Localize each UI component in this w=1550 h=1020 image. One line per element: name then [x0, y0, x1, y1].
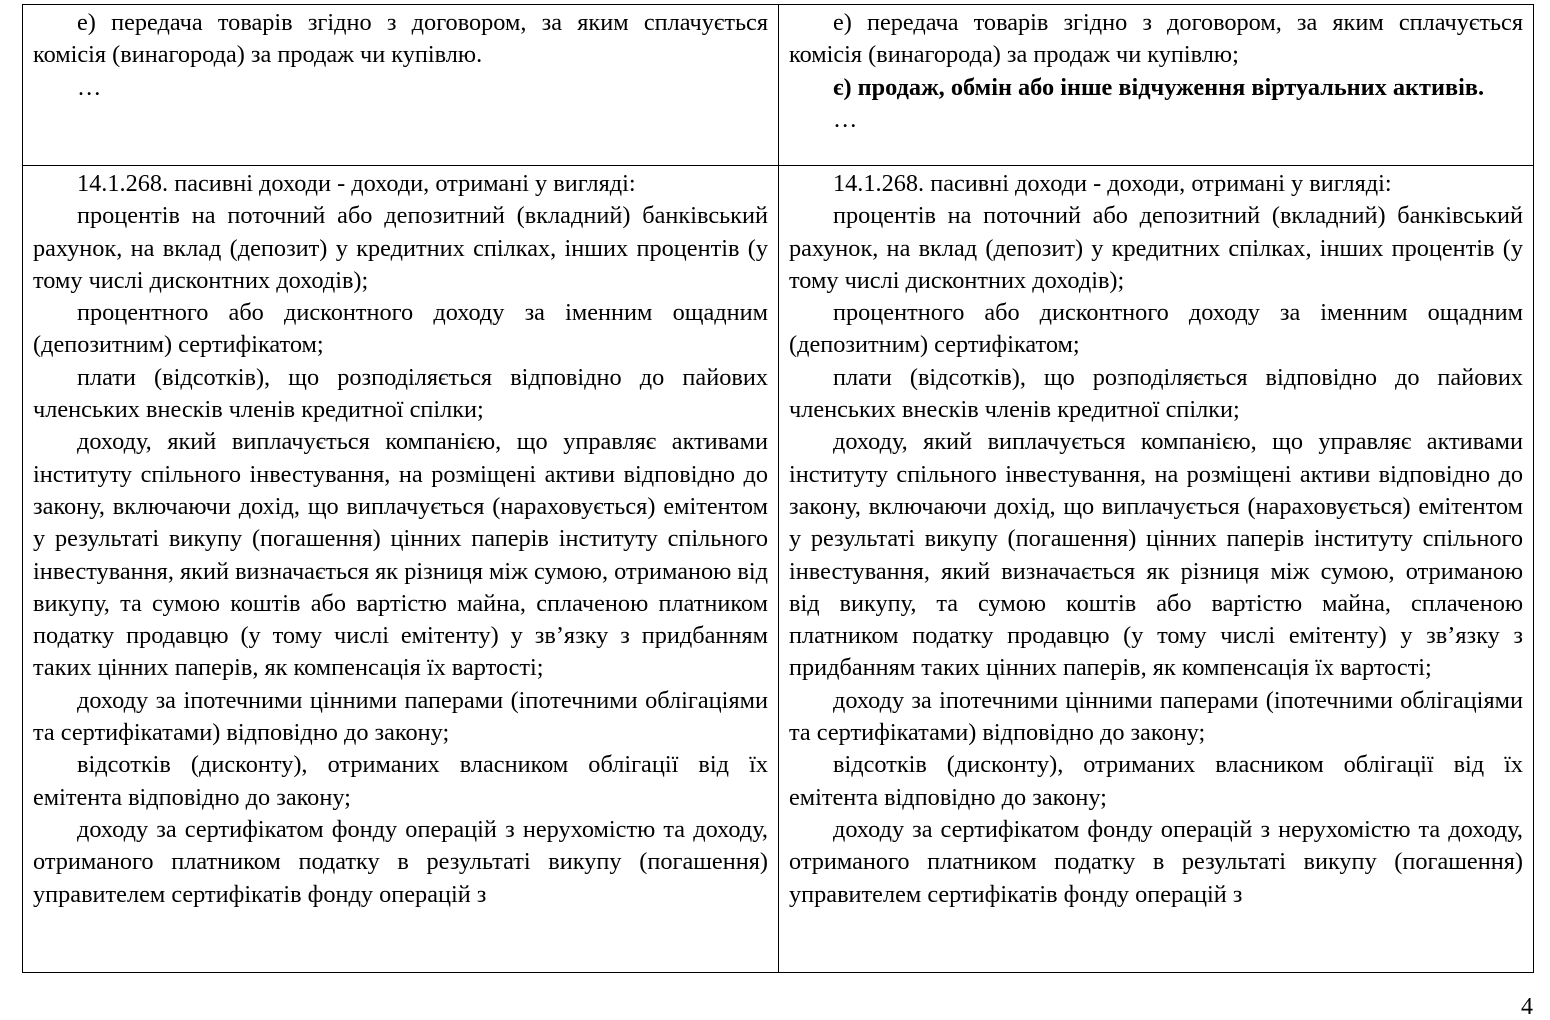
paragraph: доходу за іпотечними цінними паперами (іпотечними облігаціями та сертифікатами) відповідно до закону;	[33, 686, 768, 747]
paragraph: плати (відсотків), що розподіляється відповідно до пайових членських внесків членів кредитної спілки;	[789, 363, 1523, 424]
paragraph: відсотків (дисконту), отриманих власником облігації від їх емітента відповідно до закону;	[33, 751, 768, 811]
paragraph: е) передача товарів згідно з договором, за яким сплачується комісія (винагорода) за продаж чи купівлю.	[33, 9, 768, 69]
bold-amendment: є) продаж, обмін або інше відчуження віртуальних активів.	[833, 73, 1485, 101]
paragraph: доходу за іпотечними цінними паперами (іпотечними облігаціями та сертифікатами) відповідно до закону;	[789, 686, 1523, 747]
paragraph: плати (відсотків), що розподіляється відповідно до пайових членських внесків членів кредитної спілки;	[33, 363, 768, 424]
paragraph: доходу, який виплачується компанією, що управляє активами інституту спільного інвестування, на розміщені активи відповідно до закону, включаючи дохід, що виплачується (нараховується) емітентом у результаті викупу (погашення) цінних паперів інституту спільного інвестування, який визначається як різниця між сумою, отриманою від викупу, та сумою коштів або вартістю майна, сплаченою платником податку продавцю (у тому числі емітенту) у зв’язку з придбанням таких цінних паперів, як компенсація їх вартості;	[33, 428, 768, 682]
left-cell	[23, 166, 779, 973]
ellipsis: …	[833, 105, 858, 133]
ellipsis: …	[77, 73, 102, 101]
paragraph: доходу за сертифікатом фонду операцій з нерухомістю та доходу, отриманого платником податку в результаті викупу (погашення) управителем сертифікатів фонду операцій з	[33, 815, 768, 908]
right-cell	[779, 5, 1534, 166]
table-row	[23, 166, 1534, 973]
paragraph: процентів на поточний або депозитний (вкладний) банківський рахунок, на вклад (депозит) у кредитних спілках, інших процентів (у тому числі дисконтних доходів);	[33, 202, 768, 294]
paragraph: процентів на поточний або депозитний (вкладний) банківський рахунок, на вклад (депозит) у кредитних спілках, інших процентів (у тому числі дисконтних доходів);	[789, 202, 1523, 294]
paragraph: відсотків (дисконту), отриманих власником облігації від їх емітента відповідно до закону;	[789, 751, 1523, 811]
paragraph: процентного або дисконтного доходу за іменним ощадним (депозитним) сертифікатом;	[789, 299, 1523, 359]
paragraph: 14.1.268. пасивні доходи - доходи, отримані у вигляді:	[833, 170, 1392, 197]
paragraph: процентного або дисконтного доходу за іменним ощадним (депозитним) сертифікатом;	[33, 299, 768, 359]
paragraph: доходу за сертифікатом фонду операцій з нерухомістю та доходу, отриманого платником податку в результаті викупу (погашення) управителем сертифікатів фонду операцій з	[789, 815, 1523, 908]
left-cell	[23, 5, 779, 166]
paragraph: 14.1.268. пасивні доходи - доходи, отримані у вигляді:	[77, 170, 636, 197]
table-row	[23, 5, 1534, 166]
right-cell	[779, 166, 1534, 973]
paragraph: е) передача товарів згідно з договором, за яким сплачується комісія (винагорода) за продаж чи купівлю;	[789, 9, 1523, 69]
comparison-table	[22, 4, 1534, 973]
page-number: 4	[1521, 994, 1533, 1020]
paragraph: доходу, який виплачується компанією, що управляє активами інституту спільного інвестування, на розміщені активи відповідно до закону, включаючи дохід, що виплачується (нараховується) емітентом у результаті викупу (погашення) цінних паперів інституту спільного інвестування, який визначається як різниця між сумою, отриманою від викупу, та сумою коштів або вартістю майна, сплаченою платником податку продавцю (у тому числі емітенту) у зв’язку з придбанням таких цінних паперів, як компенсація їх вартості;	[789, 428, 1523, 682]
